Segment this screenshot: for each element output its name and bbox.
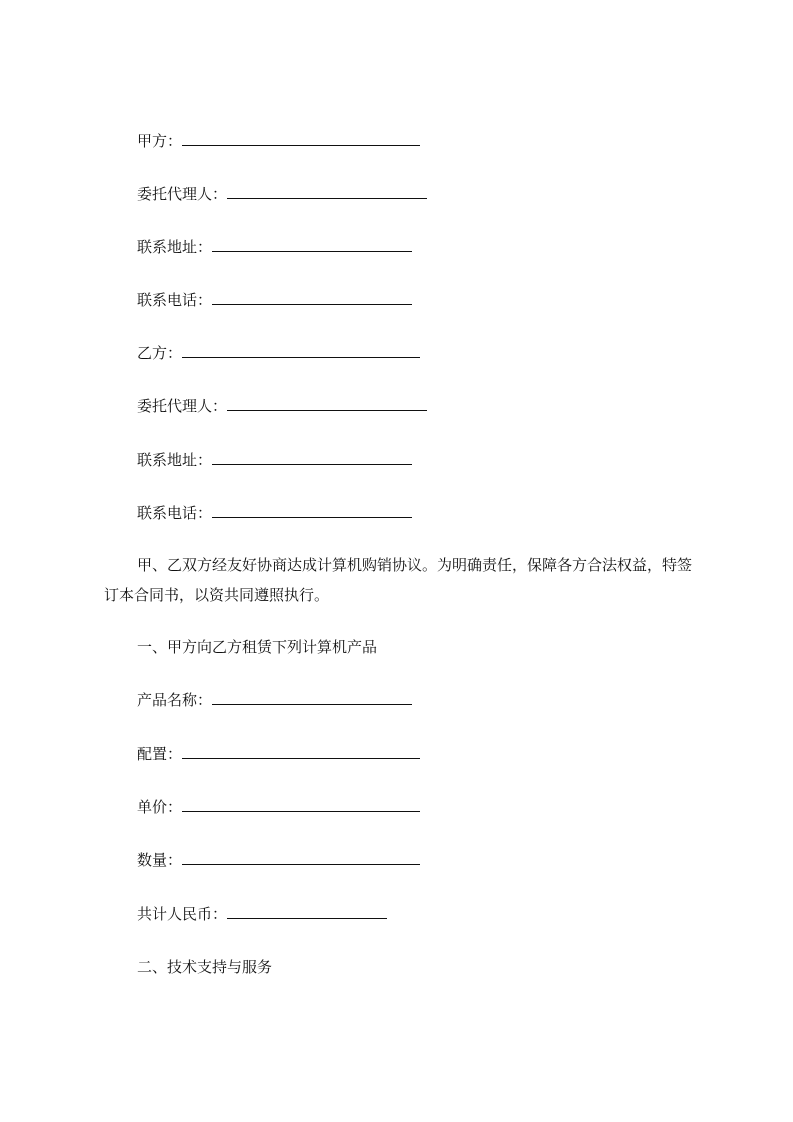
party-a-address-label: 联系地址： — [137, 238, 213, 256]
party-b-blank[interactable] — [182, 342, 420, 358]
product-name-field — [137, 689, 412, 711]
party-a-agent-field — [137, 183, 427, 205]
total-field — [137, 903, 387, 925]
party-b-address-blank[interactable] — [212, 449, 412, 465]
party-b-agent-blank[interactable] — [227, 395, 427, 411]
party-a-agent-blank[interactable] — [227, 183, 427, 199]
config-blank[interactable] — [182, 743, 420, 759]
party-b-agent-field — [137, 395, 427, 417]
quantity-blank[interactable] — [182, 849, 420, 865]
party-b-field — [137, 342, 420, 364]
quantity-label: 数量： — [137, 851, 183, 869]
party-a-agent-label: 委托代理人： — [137, 185, 228, 203]
party-b-address-field — [137, 449, 412, 471]
party-a-phone-label: 联系电话： — [137, 291, 213, 309]
intro-paragraph: 甲、乙双方经友好协商达成计算机购销协议。为明确责任，保障各方合法权益，特签订本合同书，以资共同遵照执行。 — [104, 556, 693, 604]
quantity-field — [137, 849, 420, 871]
product-name-label: 产品名称： — [137, 691, 213, 709]
party-b-phone-field — [137, 502, 412, 524]
unit-price-field — [137, 796, 420, 818]
party-a-address-blank[interactable] — [212, 236, 412, 252]
party-a-address-field — [137, 236, 412, 258]
config-label: 配置： — [137, 745, 183, 763]
config-field — [137, 743, 420, 765]
unit-price-blank[interactable] — [182, 796, 420, 812]
party-b-agent-label: 委托代理人： — [137, 397, 228, 415]
party-a-field — [137, 130, 420, 152]
party-a-phone-blank[interactable] — [212, 289, 412, 305]
party-b-phone-blank[interactable] — [212, 502, 412, 518]
total-blank[interactable] — [227, 903, 387, 919]
product-name-blank[interactable] — [212, 689, 412, 705]
party-a-phone-field — [137, 289, 412, 311]
party-b-label: 乙方： — [137, 344, 183, 362]
party-a-blank[interactable] — [182, 130, 420, 146]
section-2-title: 二、技术支持与服务 — [137, 958, 273, 976]
unit-price-label: 单价： — [137, 798, 183, 816]
party-a-label: 甲方： — [137, 132, 183, 150]
total-label: 共计人民币： — [137, 905, 228, 923]
party-b-address-label: 联系地址： — [137, 451, 213, 469]
party-b-phone-label: 联系电话： — [137, 504, 213, 522]
section-1-title: 一、甲方向乙方租赁下列计算机产品 — [137, 638, 378, 656]
